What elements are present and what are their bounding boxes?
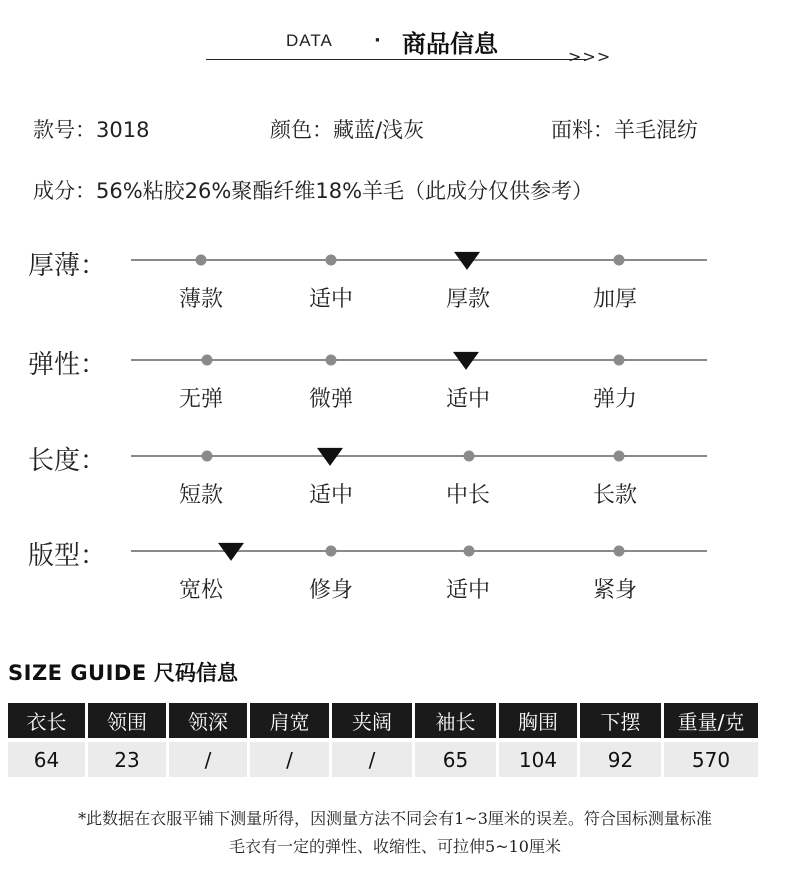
scale-option: 适中 bbox=[445, 578, 491, 603]
size-header-cell: 领深 bbox=[169, 703, 247, 738]
scale-dot bbox=[326, 546, 337, 557]
header-underline bbox=[206, 59, 586, 60]
scale-selected-marker bbox=[453, 352, 479, 370]
size-header-cell: 肩宽 bbox=[250, 703, 329, 738]
scale-option: 短款 bbox=[178, 483, 224, 508]
size-header-cell: 胸围 bbox=[499, 703, 577, 738]
size-guide-title-en: SIZE GUIDE bbox=[8, 661, 147, 685]
scale-option: 弹力 bbox=[592, 387, 638, 412]
size-column bbox=[499, 703, 577, 777]
size-header-cell: 领围 bbox=[88, 703, 166, 738]
scale-option: 微弹 bbox=[308, 387, 354, 412]
size-value-cell: / bbox=[250, 742, 329, 777]
scale-dot bbox=[614, 546, 625, 557]
size-guide-table bbox=[8, 703, 782, 777]
size-value-cell: / bbox=[332, 742, 412, 777]
size-column bbox=[415, 703, 496, 777]
note-measurement: *此数据在衣服平铺下测量所得，因测量方法不同会有1~3厘米的误差。符合国标测量标准 bbox=[78, 809, 712, 828]
info-composition: 成分：56%粘胶26%聚酯纤维18%羊毛（此成分仅供参考） bbox=[33, 179, 594, 203]
size-column bbox=[580, 703, 661, 777]
scale-dot bbox=[326, 355, 337, 366]
scale-option: 无弹 bbox=[178, 387, 224, 412]
scale-option: 修身 bbox=[308, 578, 354, 603]
info-color: 颜色：藏蓝/浅灰 bbox=[270, 118, 425, 142]
size-column bbox=[8, 703, 85, 777]
size-column bbox=[169, 703, 247, 777]
scale-thickness bbox=[0, 230, 790, 312]
note-elasticity: 毛衣有一定的弹性、收缩性、可拉伸5~10厘米 bbox=[229, 837, 561, 856]
scale-option: 适中 bbox=[445, 387, 491, 412]
size-header-cell: 袖长 bbox=[415, 703, 496, 738]
size-header-cell: 重量/克 bbox=[664, 703, 758, 738]
header-dot: · bbox=[374, 30, 381, 51]
scale-option: 中长 bbox=[445, 483, 491, 508]
info-fabric: 面料：羊毛混纺 bbox=[551, 118, 698, 142]
scale-label: 厚薄： bbox=[28, 251, 107, 281]
scale-selected-marker bbox=[454, 252, 480, 270]
size-column bbox=[250, 703, 329, 777]
size-value-cell: 570 bbox=[664, 742, 758, 777]
size-value-cell: 23 bbox=[88, 742, 166, 777]
scale-option: 适中 bbox=[308, 483, 354, 508]
scale-dot bbox=[202, 451, 213, 462]
size-header-cell: 下摆 bbox=[580, 703, 661, 738]
scale-selected-marker bbox=[218, 543, 244, 561]
scale-label: 弹性： bbox=[28, 350, 107, 380]
size-header-cell: 衣长 bbox=[8, 703, 85, 738]
info-style-number: 款号：3018 bbox=[33, 118, 150, 142]
scale-label: 版型： bbox=[28, 541, 107, 571]
scale-option: 加厚 bbox=[592, 287, 638, 312]
scale-elasticity bbox=[0, 330, 790, 412]
scale-selected-marker bbox=[317, 448, 343, 466]
header-arrows: >>> bbox=[568, 47, 612, 66]
scale-dot bbox=[196, 255, 207, 266]
scale-dot bbox=[614, 451, 625, 462]
size-guide-title bbox=[8, 657, 238, 687]
size-header-cell: 夹阔 bbox=[332, 703, 412, 738]
scale-dot bbox=[202, 355, 213, 366]
scale-option: 紧身 bbox=[592, 578, 638, 603]
scale-length bbox=[0, 426, 790, 508]
header-data-label: DATA bbox=[286, 31, 333, 50]
scale-option: 适中 bbox=[308, 287, 354, 312]
scale-option: 宽松 bbox=[178, 578, 224, 603]
scale-dot bbox=[614, 355, 625, 366]
scale-dot bbox=[326, 255, 337, 266]
scale-option: 薄款 bbox=[178, 287, 224, 312]
size-value-cell: / bbox=[169, 742, 247, 777]
size-value-cell: 92 bbox=[580, 742, 661, 777]
scale-dot bbox=[464, 546, 475, 557]
scale-dot bbox=[464, 451, 475, 462]
scale-option: 长款 bbox=[592, 483, 638, 508]
size-column bbox=[332, 703, 412, 777]
scale-option: 厚款 bbox=[445, 287, 491, 312]
scale-fit bbox=[0, 521, 790, 603]
size-column bbox=[88, 703, 166, 777]
scale-dot bbox=[614, 255, 625, 266]
scale-label: 长度： bbox=[28, 446, 107, 476]
size-value-cell: 65 bbox=[415, 742, 496, 777]
size-value-cell: 64 bbox=[8, 742, 85, 777]
size-column bbox=[664, 703, 758, 777]
size-guide-title-cn: 尺码信息 bbox=[154, 661, 239, 685]
header-title: 商品信息 bbox=[402, 29, 498, 58]
size-value-cell: 104 bbox=[499, 742, 577, 777]
